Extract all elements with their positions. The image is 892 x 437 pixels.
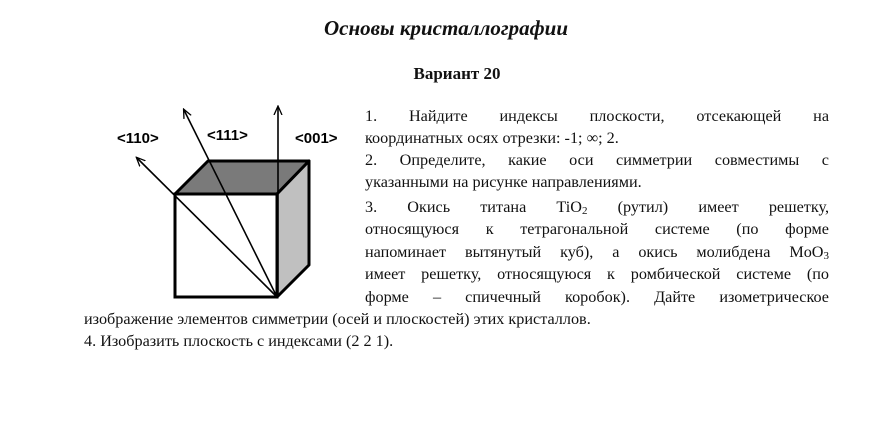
task-3-text-a: 3. Окись титана TiO [365, 198, 582, 216]
task-2-line-1: 2. Определите, какие оси симметрии совместимы с [365, 151, 829, 169]
task-2-line-2: указанными на рисунке направлениями. [365, 173, 642, 191]
task-3-line-2: относящуюся к тетрагональной системе (по форме [365, 220, 829, 238]
task-4: 4. Изобразить плоскость с индексами (2 2 1). [84, 332, 394, 350]
cube-directions-figure [100, 95, 360, 310]
label-001: <001> [295, 130, 338, 147]
task-1-line-1: 1. Найдите индексы плоскости, отсекающей на [365, 107, 829, 125]
task-1-line-2: координатных осях отрезки: -1; ∞; 2. [365, 129, 619, 147]
task-3-line-5: форме – спичечный коробок). Дайте изометрическое [365, 288, 829, 306]
task-3-line-4: имеет решетку, относящуюся к ромбической системе (по [365, 265, 829, 283]
tio2-subscript: 2 [581, 205, 588, 217]
task-3-line-6: изображение элементов симметрии (осей и плоскостей) этих кристаллов. [84, 310, 591, 328]
task-3-text-b: (рутил) имеет решетку, [587, 198, 829, 216]
document-title: Основы кристаллографии [323, 16, 569, 40]
label-110: <110> [117, 130, 159, 147]
task-3-text-c: напоминает вытянутый куб), а окись молибдена MoO [365, 243, 824, 261]
moo3-subscript: 3 [823, 250, 829, 262]
label-111: <111> [207, 127, 248, 144]
variant-heading: Вариант 20 [413, 64, 501, 83]
